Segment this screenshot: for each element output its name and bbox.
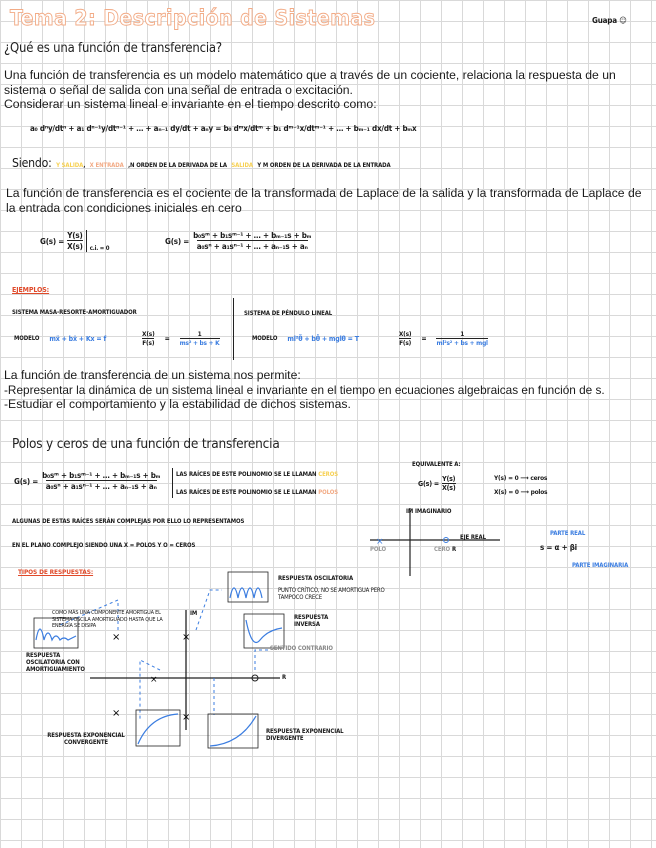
pz-note-poles [176,489,338,496]
arrow-to-exp-dec [140,660,160,720]
plane-pole-mark: × [376,537,384,547]
parte-real-label: PARTE REAL [550,530,586,537]
label-inverse: RESPUESTA INVERSA [294,614,329,628]
section-heading-poles-zeros: Polos y ceros de una función de transferencia [12,436,280,452]
arrow-to-inverse [255,650,268,670]
example-left-title: SISTEMA MASA-RESORTE-AMORTIGUADOR [12,309,137,316]
thumb-osc-curve [230,588,262,598]
permits-item-1: -Representar la dinámica de un sistema lineal e invariante en el tiempo en ecuaciones algebraicas en función de s. [4,382,605,397]
intro-paragraph [4,68,652,112]
siendo-orden-n: ,N ORDEN DE LA DERIVADA DE LA [128,162,227,169]
label-contrary: SENTIDO CONTRARIO [270,645,333,652]
permits-intro: La función de transferencia de un sistema nos permite: [4,368,301,382]
plane-r-label: R [452,546,457,553]
example-right-tf-rhs-den: ml²s² + bs + mgl [436,339,488,347]
example-left-model: MODELO mẍ + bẋ + Kx = f $\frac{X(s)}{F(s)}$ = $\frac{1}{\text{ms² + bs + K}}$ [14,330,220,347]
differential-equation [30,124,416,133]
equation-lhs: a₀ dⁿy/dtⁿ + a₁ dⁿ⁻¹y/dtⁿ⁻¹ + … + aₙ₋₁ dy/dt + aₙy [30,124,213,133]
label-damped-osc: RESPUESTA OSCILATORIA CON AMORTIGUAMIENTO [26,652,85,673]
example-left-tf-rhs-den: ms² + bs + K [179,339,220,347]
siendo-label: Siendo: [12,156,52,170]
equiv-den: X(s) [441,484,456,492]
poles-zeros-gs [14,471,160,491]
pz-gs-fraction [42,471,160,491]
siendo-comma: , [83,162,86,169]
parte-imag-label: PARTE IMAGINARIA [572,562,629,569]
example-left-model-label: MODELO [14,335,40,342]
thumb-exp-dec-frame [136,710,180,746]
label-osc: RESPUESTA OSCILATORIA [278,575,354,582]
thumb-exp-inc-frame [208,714,258,748]
example-right-tf-rhs-num: 1 [460,330,465,338]
gs-def-condition: c.i. = 0 [89,244,110,252]
example-left-tf-den: F(s) [142,339,155,347]
section-heading-transfer-function: ¿Qué es una función de transferencia? [4,41,222,56]
resp-pole-imag-lower: × [182,712,191,723]
example-right-model: MODELO ml²θ̈ + bθ̇ + mglθ = T $\frac{X(s)}{F(s)}$ = 1 ml²s² + bs + mgl [252,330,488,347]
pz-note-zeros [176,471,338,478]
label-osc-note: PUNTO CRÍTICO, NO SE AMORTIGUA PERO TAMPOCO CRECE [278,587,385,601]
example-left-tf-rhs-num: 1 [197,330,202,338]
gs-def-lhs: G(s) = [40,236,65,246]
thumb-inverse-curve [246,620,282,643]
siendo-line [12,152,391,171]
siendo-salida-highlight: SALIDA [231,162,253,169]
thumb-exp-inc-curve [210,716,256,746]
pz-gs-num: b₀sᵐ + b₁sᵐ⁻¹ + … + bₘ₋₁s + bₘ [42,471,161,480]
examples-divider [233,298,234,360]
pz-note-poles-word: POLOS [318,489,338,496]
example-right-model-eq: ml²θ̈ + bθ̇ + mglθ = T [287,334,359,343]
label-exp-dec: RESPUESTA EXPONENCIAL CONVERGENTE [47,732,125,746]
example-right-tf-rhs [436,330,487,347]
thumb-inverse-frame [244,614,284,648]
plane-polo-label: POLO [370,546,386,553]
permits-item-2: -Estudiar el comportamiento y la estabilidad de dichos sistemas. [4,397,351,411]
pz-note-poles-text: LAS RAÍCES DE ESTE POLINOMIO SE LE LLAMAN [176,489,317,496]
gs-full-num: b₀sᵐ + b₁sᵐ⁻¹ + … + bₘ₋₁s + bₘ [193,231,312,240]
equiv-pole: X(s) = 0 ⟶ polos [494,488,548,496]
siendo-orden-m: Y M ORDEN DE LA DERIVADA DE LA ENTRADA [257,162,391,169]
permits-list [4,368,654,412]
resp-pole-upper-left: × [112,632,121,643]
gs-def-den: X(s) [67,242,83,251]
plane-real-label: EJE REAL [460,534,486,541]
equiv-num: Y(s) [442,475,456,483]
thumb-exp-dec-curve [138,714,178,744]
s-expression: s = α + βi [540,543,577,552]
gs-def-num: Y(s) [67,231,83,240]
equation-equals: = [215,124,222,133]
example-left-tf-num: X(s) [142,330,155,338]
equiv-gs [418,475,456,492]
example-right-tf-num: X(s) [398,330,412,338]
plane-imag-label: IM IMAGINARIO [406,508,452,515]
plane-cero-label: CERO [434,546,450,553]
gs-polynomial [165,231,311,251]
resp-pole-real-neg: × [150,675,158,685]
siendo-x-entrada: X ENTRADA [89,162,124,169]
equiv-label: EQUIVALENTE A: [412,461,461,468]
example-left-tf [142,330,155,347]
pz-note-zeros-text: LAS RAÍCES DE ESTE POLINOMIO SE LE LLAMAN [176,471,317,478]
equiv-gs-lhs: G(s) = [418,479,439,488]
thumb-damped-curve [36,629,76,640]
example-right-tf [399,330,412,347]
gs-def-fraction [67,231,83,251]
label-complex-note: COMO MÁS UNA COMPONENTE AMORTIGUA EL SISTEMA OSCILA AMORTIGUADO HASTA QUE LA ENERGÍA SE DISIPA [52,610,163,629]
equiv-fraction [442,475,456,492]
examples-label: EJEMPLOS: [12,286,50,294]
example-right-model-label: MODELO [252,335,278,342]
pz-gs-den: a₀sⁿ + a₁sⁿ⁻¹ + … + aₙ₋₁s + aₙ [45,482,157,491]
example-left-tf-rhs [180,330,220,347]
corner-mark: Guapa ☺ [592,16,627,25]
paragraph-definition: Una función de transferencia es un modelo matemático que a través de un cociente, relaciona la respuesta de un sistema o señal de salida con una señal de entrada o excitación. [4,68,616,97]
arrow-to-osc [196,590,222,630]
resp-axis-im: IM [190,610,198,617]
example-right-tf-den: F(s) [399,339,412,347]
pz-note-zeros-word: CEROS [318,471,339,478]
responses-label: TIPOS DE RESPUESTAS: [18,568,94,576]
laplace-paragraph: La función de transferencia es el cociente de la transformada de Laplace de la salida y la transformada de Laplace de la entrada con condiciones iniciales en cero [6,186,642,215]
example-right-title: SISTEMA DE PÉNDULO LINEAL [244,310,333,317]
complex-line-2: EN EL PLANO COMPLEJO SIENDO UNA X = POLOS Y O = CEROS [12,542,196,549]
page-title: Tema 2: Descripción de Sistemas [10,6,376,30]
gs-full-den: a₀sⁿ + a₁sⁿ⁻¹ + … + aₙ₋₁s + aₙ [196,242,308,251]
resp-axis-r: R [282,674,287,681]
resp-pole-lower-left: × [112,708,121,719]
equiv-zero: Y(s) = 0 ⟶ ceros [494,474,548,482]
pz-gs-lhs: G(s) = [14,476,39,486]
resp-pole-imag-upper: × [182,632,191,643]
gs-definition [40,230,109,252]
label-exp-inc: RESPUESTA EXPONENCIAL DIVERGENTE [266,728,344,742]
gs-full-fraction [193,231,311,251]
gs-full-lhs: G(s) = [165,236,190,246]
paragraph-consider: Considerar un sistema lineal e invariante en el tiempo descrito como: [4,97,377,111]
siendo-y-salida: Y SALIDA [56,162,84,169]
complex-line-1: ALGUNAS DE ESTAS RAÍCES SERÁN COMPLEJAS POR ELLO LO REPRESENTAMOS [12,518,245,525]
equation-rhs: b₀ dᵐx/dtᵐ + b₁ dᵐ⁻¹x/dtᵐ⁻¹ + … + bₘ₋₁ dx/dt + bₘx [223,124,417,133]
pz-brace [172,468,173,498]
example-left-model-eq: mẍ + bẋ + Kx = f [49,334,107,343]
